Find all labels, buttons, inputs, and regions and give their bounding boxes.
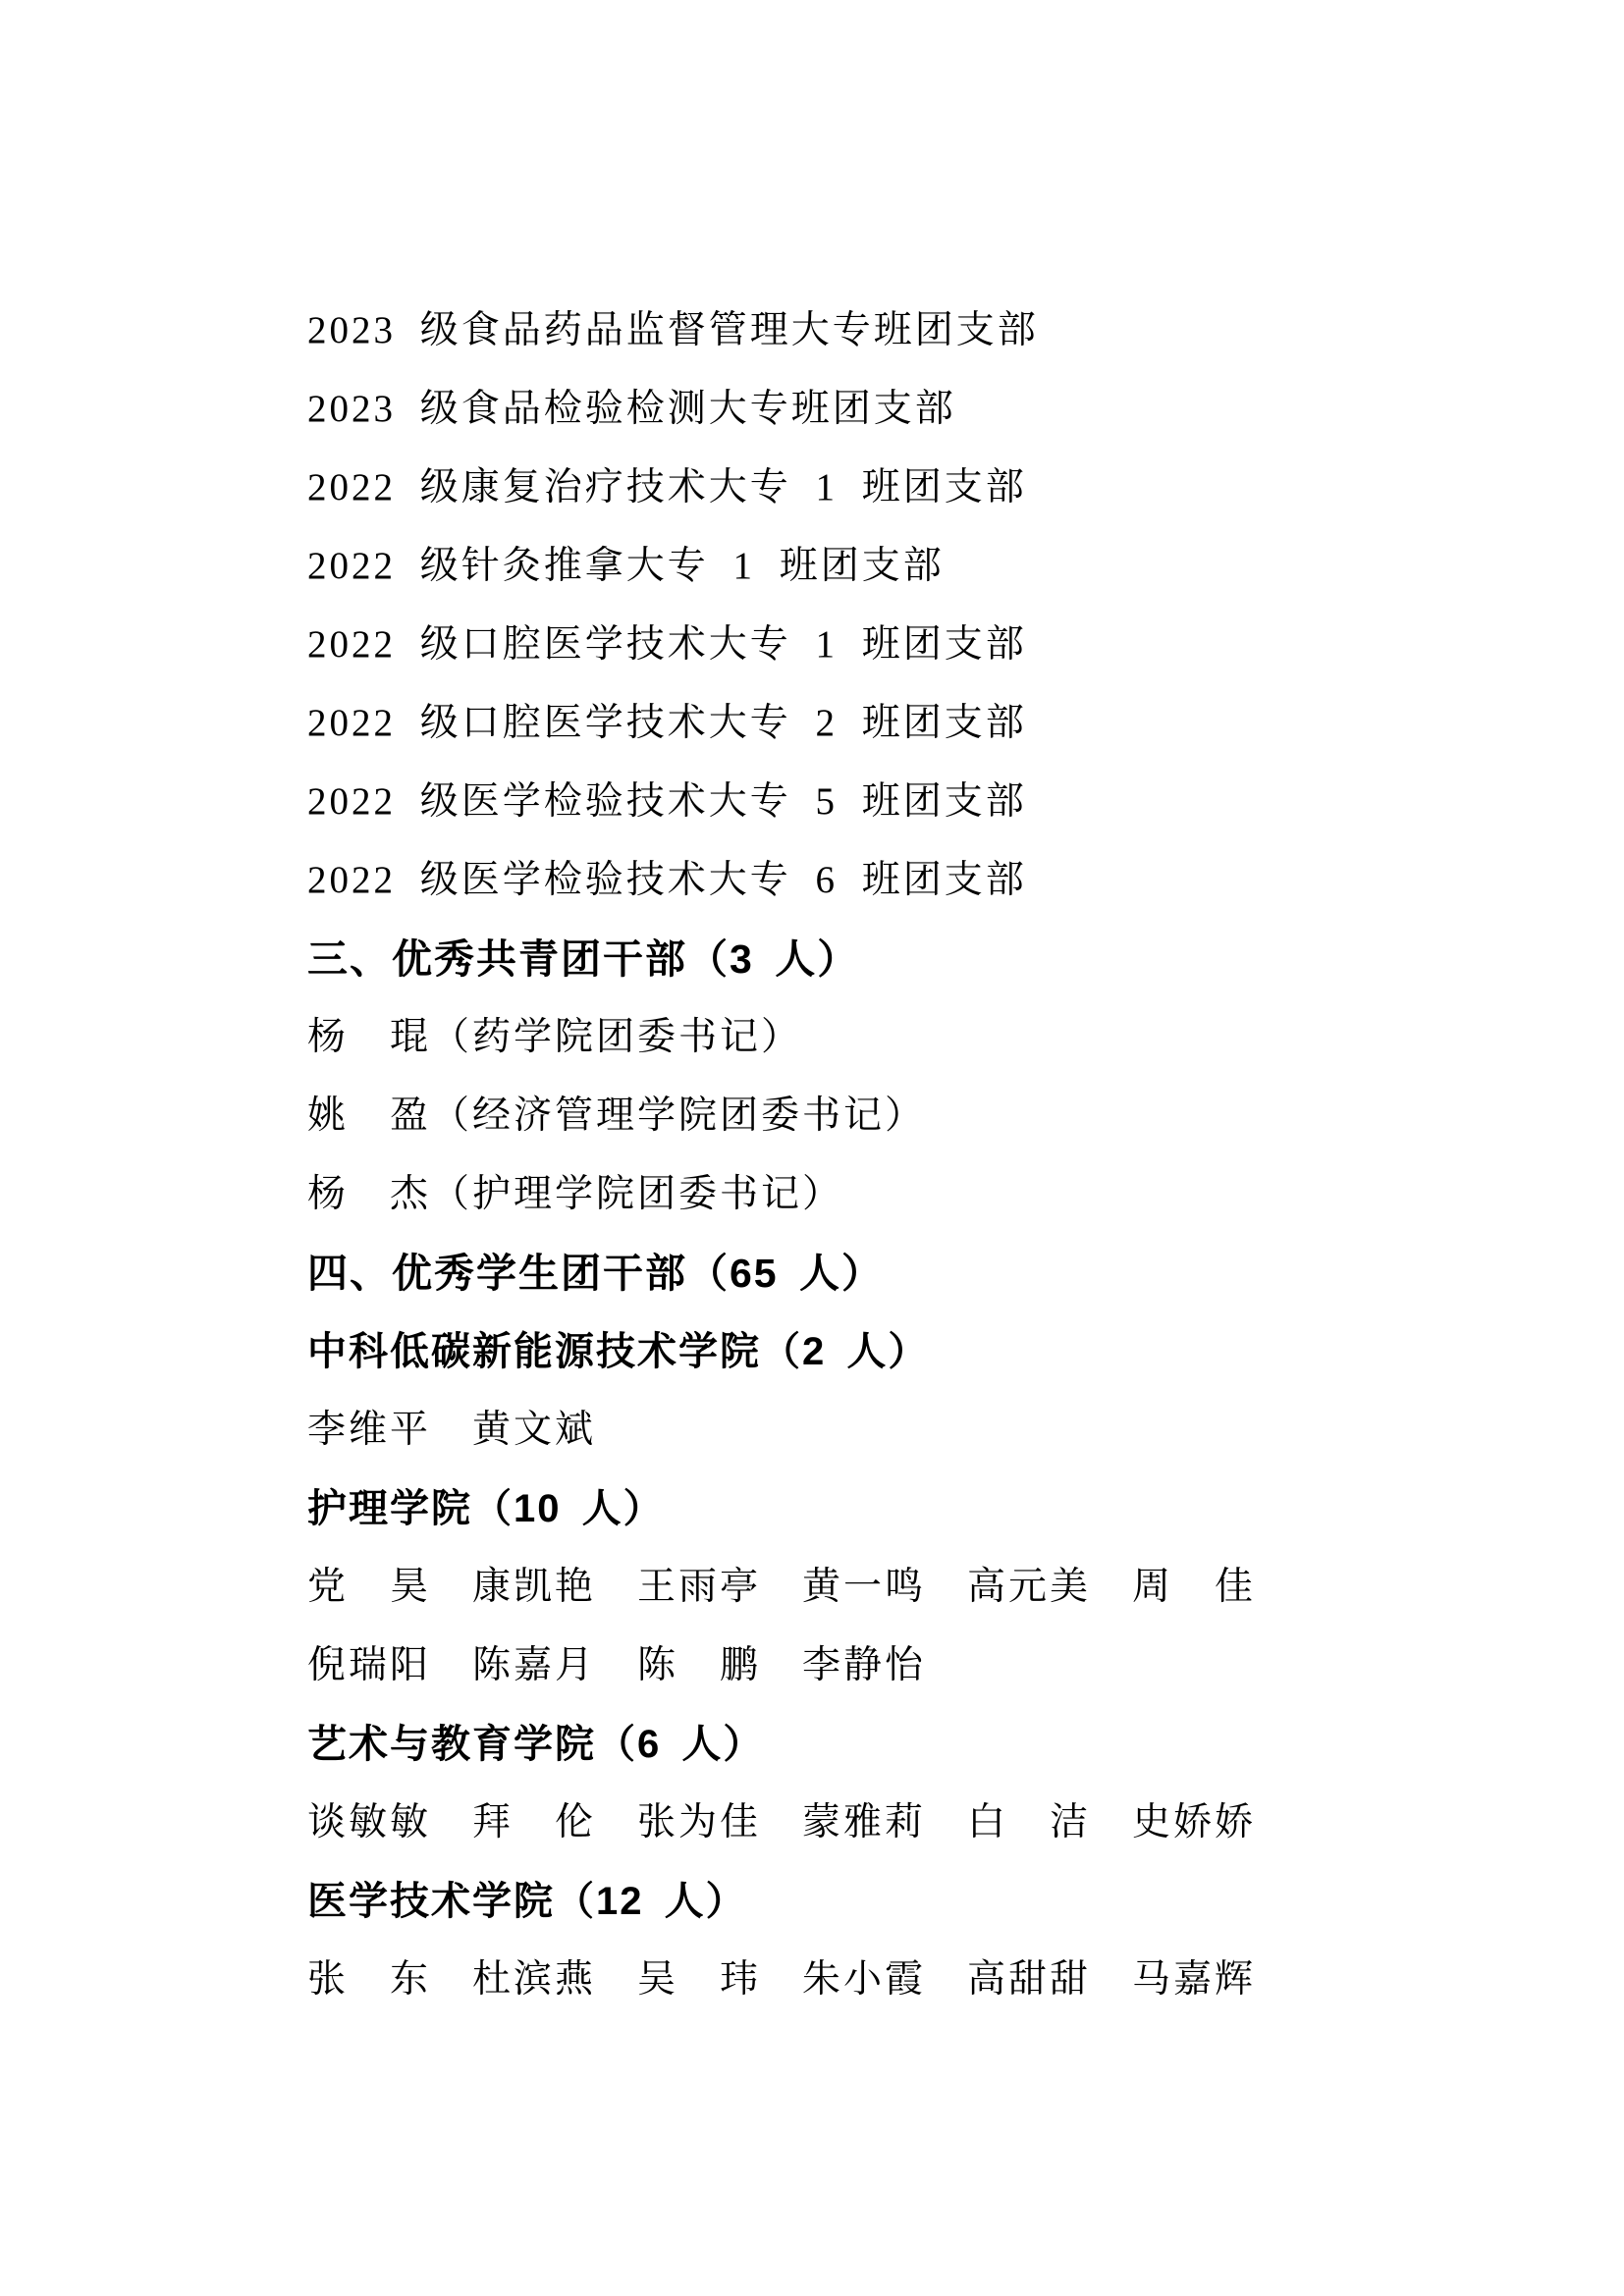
branch-line: 2022 级医学检验技术大专 5 班团支部 (307, 780, 1027, 823)
branch-line: 2022 级针灸推拿大专 1 班团支部 (307, 545, 945, 587)
college-heading: 艺术与教育学院（6 人） (307, 1723, 765, 1766)
branch-line: 2022 级康复治疗技术大专 1 班团支部 (307, 466, 1027, 508)
branch-line: 2023 级食品药品监督管理大专班团支部 (307, 309, 1039, 351)
name-line: 党 昊 康凯艳 王雨亭 黄一鸣 高元美 周 佳 (307, 1566, 1257, 1608)
branch-line: 2022 级口腔医学技术大专 2 班团支部 (307, 702, 1027, 744)
section-heading: 三、优秀共青团干部（3 人） (307, 936, 860, 982)
cadre-entry: 杨 杰（护理学院团委书记） (307, 1173, 844, 1215)
branch-line: 2023 级食品检验检测大专班团支部 (307, 388, 956, 430)
cadre-entry: 杨 琨（药学院团委书记） (307, 1016, 803, 1058)
branch-line: 2022 级口腔医学技术大专 1 班团支部 (307, 623, 1027, 666)
cadre-entry: 姚 盈（经济管理学院团委书记） (307, 1095, 927, 1137)
document-content (307, 292, 1407, 2019)
name-line: 李维平 黄文斌 (307, 1409, 597, 1451)
name-line: 倪瑞阳 陈嘉月 陈 鹏 李静怡 (307, 1644, 927, 1686)
college-heading: 中科低碳新能源技术学院（2 人） (307, 1330, 930, 1373)
name-line: 谈敏敏 拜 伦 张为佳 蒙雅莉 白 洁 史娇娇 (307, 1801, 1257, 1843)
name-line: 张 东 杜滨燕 吴 玮 朱小霞 高甜甜 马嘉辉 (307, 1958, 1257, 2001)
branch-line: 2022 级医学检验技术大专 6 班团支部 (307, 859, 1027, 901)
college-heading: 医学技术学院（12 人） (307, 1880, 747, 1923)
college-heading: 护理学院（10 人） (307, 1487, 665, 1530)
section-heading: 四、优秀学生团干部（65 人） (307, 1251, 884, 1296)
